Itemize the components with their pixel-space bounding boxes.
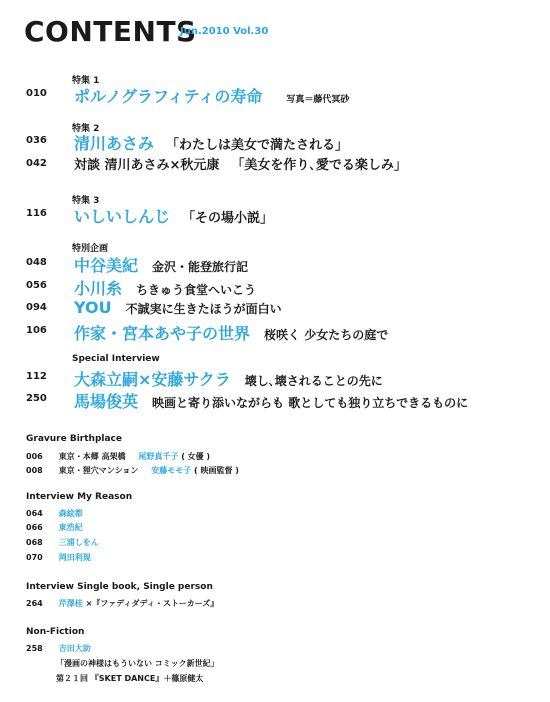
page-number: 116 bbox=[26, 208, 47, 219]
page-number: 112 bbox=[26, 371, 47, 382]
person-name: 東浩紀 bbox=[58, 523, 83, 532]
page-number: 068 bbox=[26, 538, 43, 547]
list-item[interactable] bbox=[26, 552, 91, 563]
list-item[interactable] bbox=[26, 451, 210, 462]
page-title: CONTENTS bbox=[24, 15, 197, 48]
page-number: 048 bbox=[26, 257, 47, 268]
page-number: 056 bbox=[26, 280, 47, 291]
person-name: 三浦しをん bbox=[58, 538, 99, 547]
page-number: 250 bbox=[26, 393, 47, 404]
toc-entry-pornograffitti[interactable] bbox=[26, 84, 542, 106]
entry-subtitle: 金沢・能登旅行記 bbox=[152, 260, 249, 274]
entry-subtitle: ちきゅう食堂へいこう bbox=[136, 283, 257, 297]
page-number: 042 bbox=[26, 158, 47, 169]
entry-title: 清川あさみ bbox=[74, 134, 155, 153]
page-number: 264 bbox=[26, 599, 43, 608]
entry-title: 対談 清川あさみ×秋元康 bbox=[74, 158, 220, 173]
entry-title: 馬場俊英 bbox=[74, 392, 139, 411]
series-title: 「漫画の神様はもういない コミック新世紀」 bbox=[56, 659, 219, 668]
book-title: ×『ファディダディ・ストーカーズ』 bbox=[85, 599, 219, 608]
page-number: 008 bbox=[26, 466, 43, 475]
entry-subtitle: 壊し､壊されることの先に bbox=[244, 374, 383, 388]
entry-title: 作家・宮本あや子の世界 bbox=[74, 324, 251, 343]
page-number: 036 bbox=[26, 135, 47, 146]
entry-title: 中谷美紀 bbox=[74, 256, 139, 275]
toc-entry-taidan[interactable] bbox=[26, 154, 542, 176]
list-item[interactable] bbox=[26, 598, 218, 609]
episode-title: 第２１回 『SKET DANCE』＋篠原健太 bbox=[56, 674, 204, 683]
page-number: 006 bbox=[26, 452, 43, 461]
toc-entry-ogawa[interactable] bbox=[26, 276, 542, 298]
person-name: 芹澤桂 bbox=[58, 599, 83, 608]
person-role: ( 女優 ) bbox=[181, 452, 211, 461]
entry-subtitle: 映画と寄り添いながらも 歌としても独り立ちできるものに bbox=[152, 396, 469, 410]
photo-credit: 写真＝藤代冥砂 bbox=[286, 95, 350, 105]
person-name: 岡田利規 bbox=[58, 553, 91, 562]
entry-subtitle: 「わたしは美女で満たされる」 bbox=[166, 138, 349, 153]
entry-title: YOU bbox=[74, 298, 112, 317]
list-item[interactable] bbox=[26, 643, 91, 654]
page-number: 066 bbox=[26, 523, 43, 532]
location: 東京・狸穴マンション bbox=[58, 466, 139, 475]
section-label-special-interview: Special Interview bbox=[72, 354, 160, 364]
entry-subtitle: 不誠実に生きたほうが面白い bbox=[125, 302, 282, 316]
section-label-feature-1: 特集 1 bbox=[72, 76, 100, 86]
list-item[interactable] bbox=[26, 465, 239, 476]
section-header-my-reason: Interview My Reason bbox=[26, 492, 133, 502]
section-header-gravure: Gravure Birthplace bbox=[26, 434, 122, 444]
toc-entry-ishii[interactable] bbox=[26, 204, 542, 226]
list-item[interactable] bbox=[26, 537, 99, 548]
person-name: 安藤モモ子 bbox=[151, 466, 192, 475]
toc-entry-miyamoto[interactable] bbox=[26, 321, 542, 343]
toc-entry-baba[interactable] bbox=[26, 389, 542, 411]
section-header-non-fiction: Non-Fiction bbox=[26, 627, 85, 637]
issue-label: Jun.2010 Vol.30 bbox=[180, 26, 269, 37]
person-role: ( 映画監督 ) bbox=[194, 466, 239, 475]
section-header-single-book: Interview Single book, Single person bbox=[26, 582, 213, 592]
person-name: 森絵都 bbox=[58, 509, 83, 518]
section-label-special-project: 特別企画 bbox=[72, 244, 109, 254]
page-number: 258 bbox=[26, 644, 43, 653]
entry-subtitle: 桜咲く 少女たちの庭で bbox=[264, 328, 389, 342]
entry-subtitle: 「美女を作り､愛でる楽しみ」 bbox=[231, 158, 407, 173]
entry-title: 小川糸 bbox=[74, 279, 123, 298]
page-number: 010 bbox=[26, 88, 47, 99]
page-number: 070 bbox=[26, 553, 43, 562]
section-label-feature-3: 特集 3 bbox=[72, 196, 100, 206]
section-label-feature-2: 特集 2 bbox=[72, 124, 100, 134]
page-number: 094 bbox=[26, 302, 47, 313]
list-item[interactable] bbox=[26, 508, 83, 519]
person-name: 吉田大助 bbox=[58, 644, 91, 653]
list-item[interactable] bbox=[26, 522, 83, 533]
entry-title: いしいしんじ bbox=[74, 207, 171, 226]
toc-entry-you[interactable] bbox=[26, 298, 542, 320]
person-name: 尾野真千子 bbox=[138, 452, 179, 461]
location: 東京・本郷 高架橋 bbox=[58, 452, 126, 461]
toc-entry-nakatani[interactable] bbox=[26, 253, 542, 275]
toc-entry-omori-ando[interactable] bbox=[26, 367, 542, 389]
page-number: 106 bbox=[26, 325, 47, 336]
entry-title: 大森立嗣×安藤サクラ bbox=[74, 370, 231, 389]
page-number: 064 bbox=[26, 509, 43, 518]
toc-entry-kiyokawa[interactable] bbox=[26, 131, 542, 153]
entry-title: ポルノグラフィティの寿命 bbox=[74, 87, 263, 106]
entry-subtitle: 「その場小説」 bbox=[182, 211, 274, 226]
